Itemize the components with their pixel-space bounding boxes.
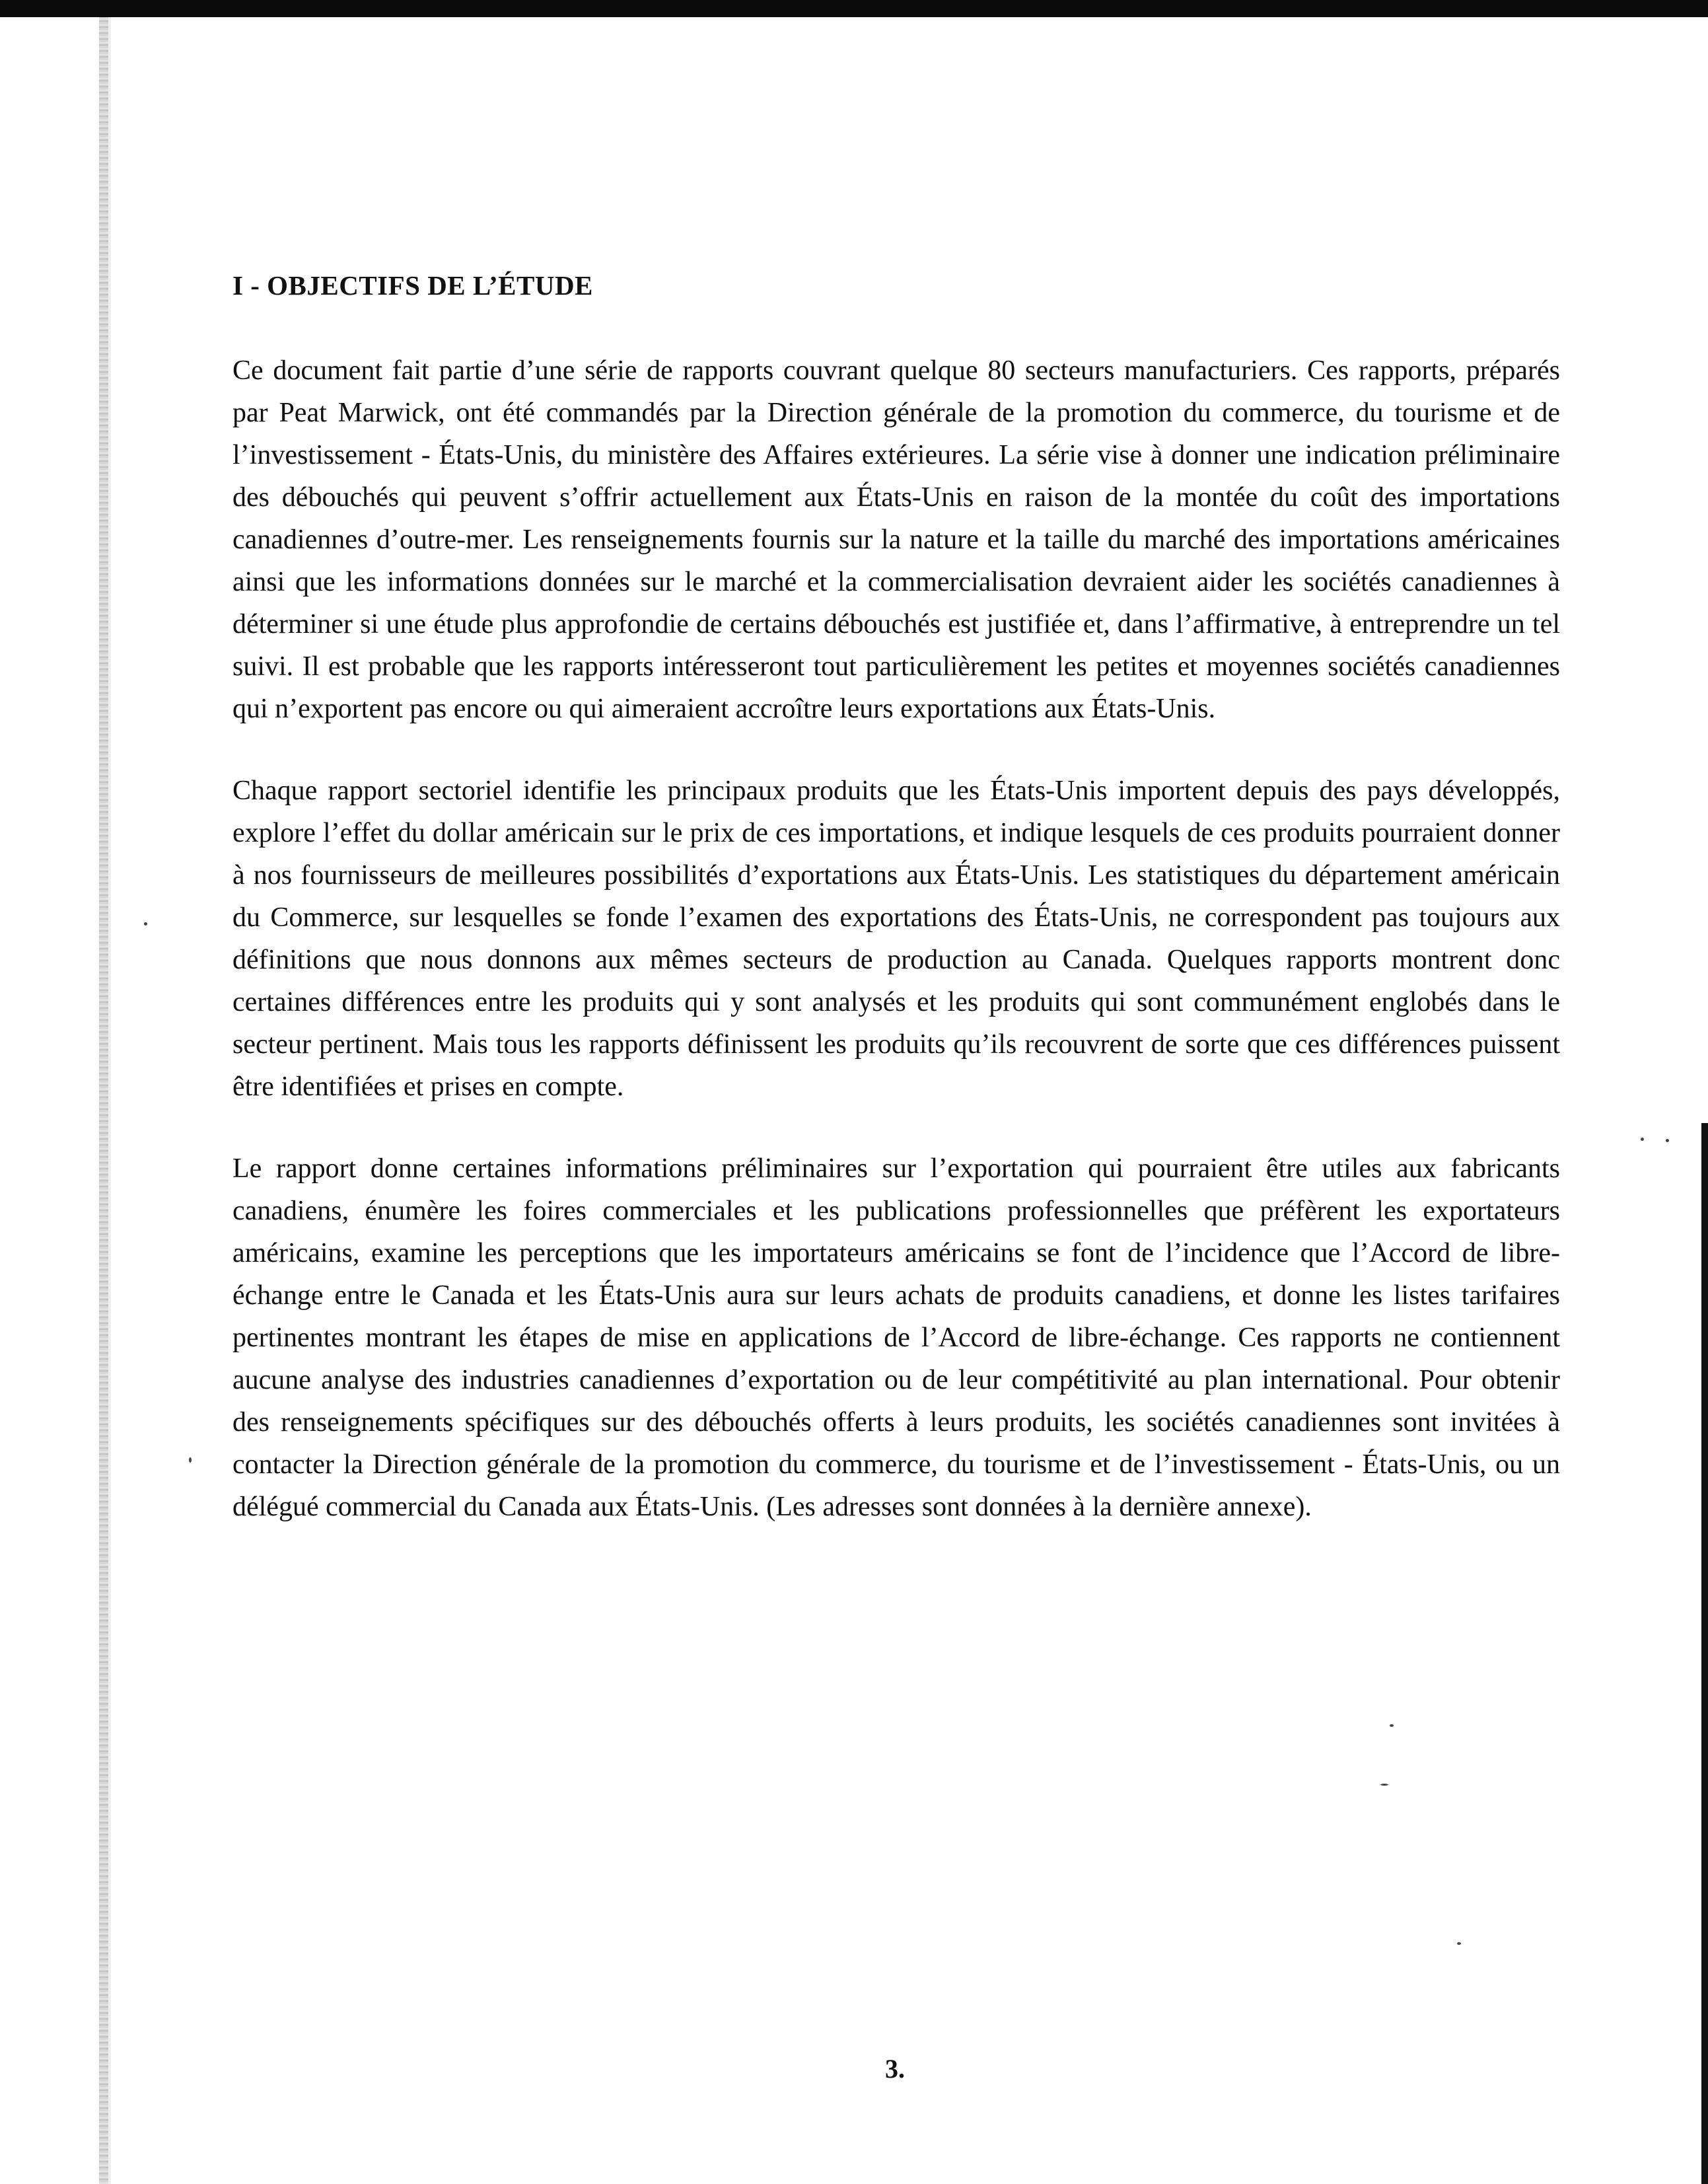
scan-speck bbox=[1457, 1942, 1461, 1945]
paragraph-3: Le rapport donne certaines informations préliminaires sur l’exportation qui pourraient être utiles aux fabricants canadiens, énumère les foires commerciales et les publications professionnelles que préfèrent les exportateurs américains, examine les perceptions que les importateurs américains se font de l’incidence que l’Accord de libre-échange entre le Canada et les États-Unis aura sur leurs achats de produits canadiens, et donne les listes tarifaires pertinentes montrant les étapes de mise en applications de l’Accord de libre-échange. Ces rapports ne contiennent aucune analyse des industries canadiennes d’exportation ou de leur compétitivité au plan international. Pour obtenir des renseignements spécifiques sur des débouchés offerts à leurs produits, les sociétés canadiennes sont invitées à contacter la Direction générale de la promotion du commerce, du tourisme et de l’investissement - États-Unis, ou un délégué commercial du Canada aux États-Unis. (Les adresses sont données à la dernière annexe). bbox=[232, 1153, 1560, 1523]
binding-strip-highlight bbox=[108, 17, 111, 2184]
paragraph-2: Chaque rapport sectoriel identifie les principaux produits que les États-Unis importent depuis des pays développés, explore l’effet du dollar américain sur le prix de ces importations, et indique lesquels de ces produits pourraient donner à nos fournisseurs de meilleures possibilités d’exportations aux États-Unis. Les statistiques du département américain du Commerce, sur lesquelles se fonde l’examen des exportations des États-Unis, ne correspondent pas toujours aux définitions que nous donnons aux mêmes secteurs de production au Canada. Quelques rapports montrent donc certaines différences entre les produits qui y sont analysés et les produits qui sont communément englobés dans le secteur pertinent. Mais tous les rapports définissent les produits qu’ils recouvrent de sorte que ces différences puissent être identifiées et prises en compte. bbox=[232, 776, 1560, 1103]
scan-speck bbox=[1390, 1724, 1394, 1727]
binding-strip bbox=[99, 17, 108, 2184]
scan-top-edge bbox=[0, 0, 1708, 17]
scan-speck bbox=[1641, 1138, 1644, 1141]
paragraph-1: Ce document fait partie d’une série de rapports couvrant quelque 80 secteurs manufacturiers. Ces rapports, préparés par Peat Marwick, ont été commandés par la Direction générale de la promotion du commerce, du tourisme et de l’investissement - États-Unis, du ministère des Affaires extérieures. La série vise à donner une indication préliminaire des débouchés qui peuvent s’offrir actuellement aux États-Unis en raison de la montée du coût des importations canadiennes d’outre-mer. Les renseignements fournis sur la nature et la taille du marché des importations américaines ainsi que les informations données sur le marché et la commercialisation devraient aider les sociétés canadiennes à déterminer si une étude plus approfondie de certains débouchés est justifiée et, dans l’affirmative, à entreprendre un tel suivi. Il est probable que les rapports intéresseront tout particulièrement les petites et moyennes sociétés canadiennes qui n’exportent pas encore ou qui aimeraient accroître leurs exportations aux États-Unis. bbox=[232, 355, 1560, 725]
scan-speck bbox=[1380, 1784, 1388, 1786]
scan-right-edge bbox=[1701, 1123, 1708, 2184]
scan-speck bbox=[1666, 1139, 1669, 1142]
scan-speck bbox=[189, 1457, 192, 1463]
scan-speck bbox=[144, 922, 147, 926]
page-number: 3. bbox=[885, 2054, 905, 2084]
section-heading: I - OBJECTIFS DE L’ÉTUDE bbox=[232, 270, 593, 301]
document-body bbox=[232, 270, 1560, 1568]
